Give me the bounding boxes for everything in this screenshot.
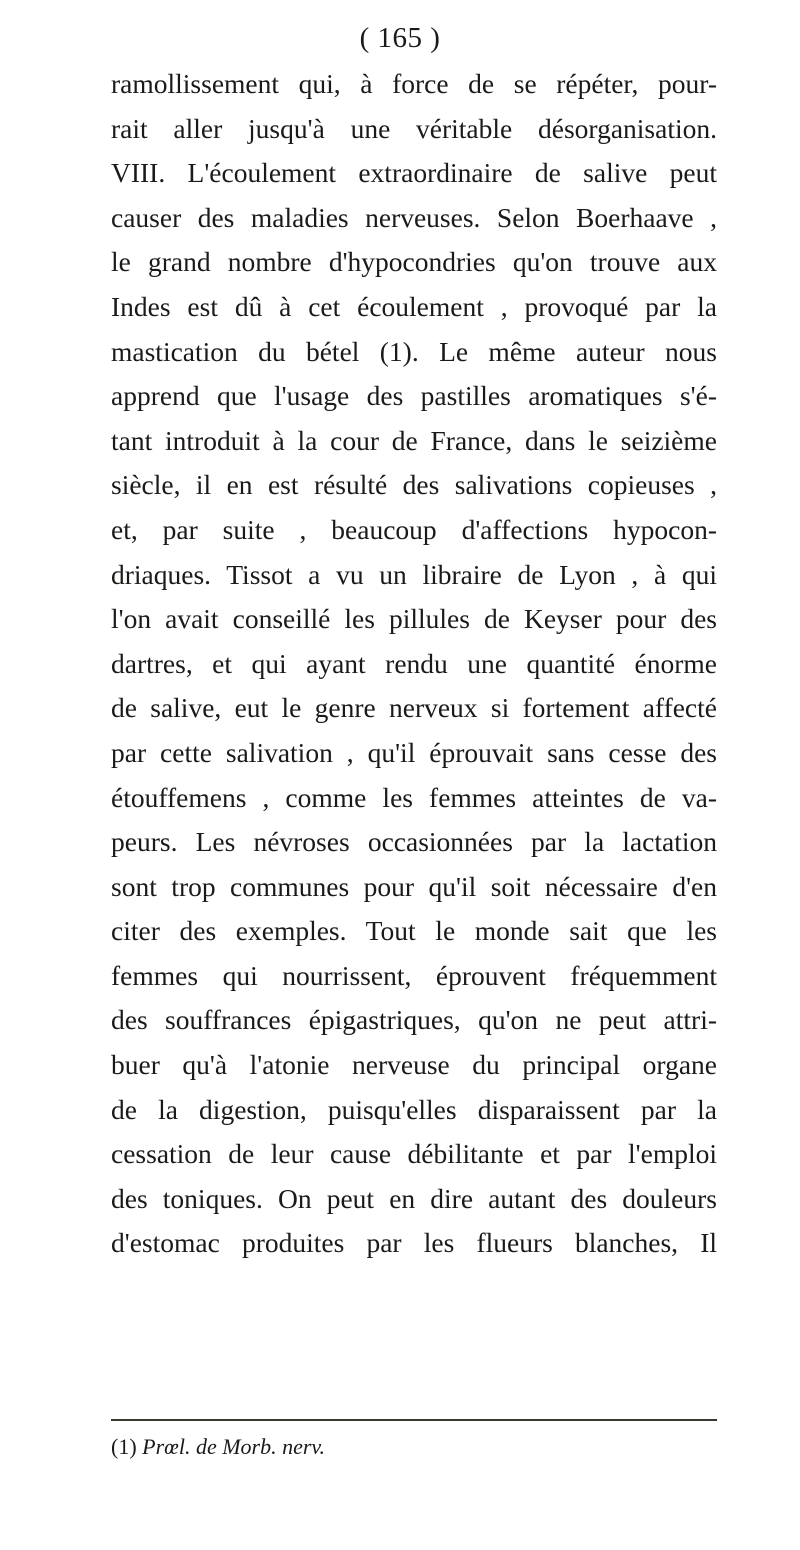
text-line: Indes est dû à cet écoulement , provoqué par la	[111, 290, 717, 322]
text-line: des souffrances épigastriques, qu'on ne peut attri-	[111, 1004, 717, 1036]
page-number: ( 165 )	[359, 22, 441, 54]
text-line: driaques. Tissot a vu un libraire de Lyon , à qui	[111, 558, 717, 590]
text-line: cessation de leur cause débilitante et par l'emploi	[111, 1138, 717, 1170]
text-line: l'on avait conseillé les pillules de Keyser pour des	[111, 603, 717, 635]
text-line: causer des maladies nerveuses. Selon Boerhaave ,	[111, 201, 717, 233]
body-text	[111, 62, 717, 1266]
text-line: sont trop communes pour qu'il soit nécessaire d'en	[111, 870, 717, 902]
text-line: des toniques. On peut en dire autant des douleurs	[111, 1182, 717, 1214]
footnote-text: Prœl. de Morb. nerv.	[142, 1434, 326, 1459]
text-line: dartres, et qui ayant rendu une quantité énorme	[111, 647, 717, 679]
text-line: citer des exemples. Tout le monde sait que les	[111, 915, 717, 947]
text-line: peurs. Les névroses occasionnées par la lactation	[111, 826, 717, 858]
footnote-divider	[111, 1419, 717, 1421]
text-line: d'estomac produites par les flueurs blanches, Il	[111, 1227, 717, 1259]
text-line: étouffemens , comme les femmes atteintes de va-	[111, 781, 717, 813]
text-line: de la digestion, puisqu'elles disparaissent par la	[111, 1093, 717, 1125]
text-line: siècle, il en est résulté des salivations copieuses ,	[111, 469, 717, 501]
text-line: femmes qui nourrissent, éprouvent fréquemment	[111, 959, 717, 991]
text-line: mastication du bétel (1). Le même auteur nous	[111, 335, 717, 367]
footnote	[111, 1434, 325, 1460]
text-line: apprend que l'usage des pastilles aromatiques s'é-	[111, 380, 717, 412]
text-line: rait aller jusqu'à une véritable désorganisation.	[111, 112, 717, 144]
text-line: de salive, eut le genre nerveux si fortement affecté	[111, 692, 717, 724]
text-line: buer qu'à l'atonie nerveuse du principal organe	[111, 1049, 717, 1081]
text-line: ramollissement qui, à force de se répéter, pour-	[111, 68, 717, 99]
footnote-marker: (1)	[111, 1434, 137, 1459]
text-line: par cette salivation , qu'il éprouvait sans cesse des	[111, 736, 717, 768]
text-line: tant introduit à la cour de France, dans le seizième	[111, 424, 717, 456]
text-line: et, par suite , beaucoup d'affections hypocon-	[111, 513, 717, 545]
text-line: le grand nombre d'hypocondries qu'on trouve aux	[111, 246, 717, 278]
text-line: VIII. L'écoulement extraordinaire de salive peut	[111, 157, 717, 189]
